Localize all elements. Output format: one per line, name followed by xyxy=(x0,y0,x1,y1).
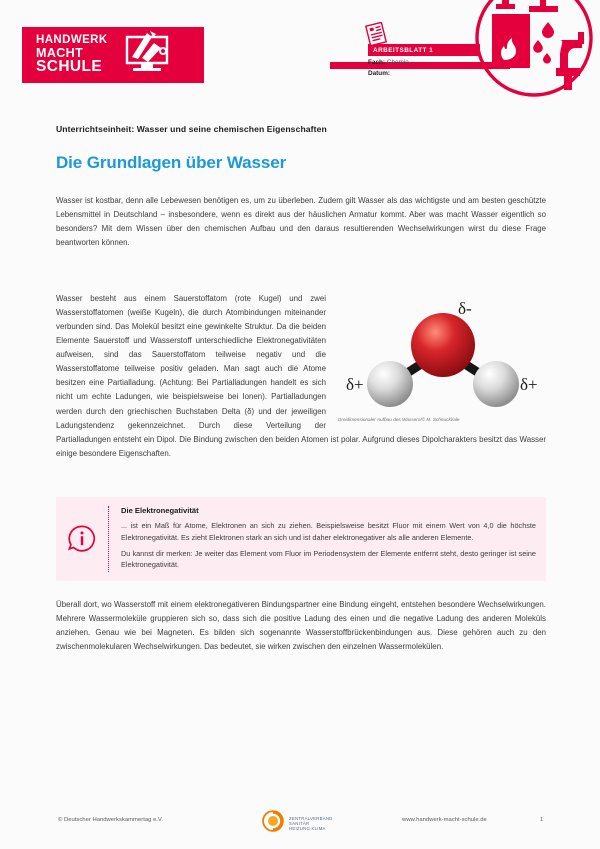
page-title: Die Grundlagen über Wasser xyxy=(56,153,287,173)
partner-logo-text xyxy=(289,816,333,832)
svg-text:δ+: δ+ xyxy=(520,375,538,394)
page-footer xyxy=(0,812,600,842)
figure-caption: Dreidimensionaler Aufbau des Wassers/© M. Schnuckl/ale xyxy=(338,417,460,422)
date-line xyxy=(368,70,518,77)
partner-line-2: SANITÄR xyxy=(289,820,310,826)
brand-logo-line3: SCHULE xyxy=(36,58,103,76)
info-box xyxy=(56,497,546,581)
worksheet-badge: ARBEITSBLATT 1 xyxy=(368,44,480,56)
subject-label: Fach: xyxy=(368,59,386,67)
water-molecule-image xyxy=(338,292,546,414)
brand-logo-line1: HANDWERK xyxy=(36,33,108,46)
info-box-body xyxy=(110,497,546,581)
brand-logo xyxy=(22,27,204,83)
brand-logo-line2: MACHT xyxy=(36,45,84,60)
partner-logo xyxy=(262,810,333,837)
date-label: Datum: xyxy=(368,69,391,77)
worksheet-meta xyxy=(368,44,518,77)
footer-copyright: © Deutscher Handwerkskammertag e.V. xyxy=(58,817,163,823)
info-paragraph-1: ... ist ein Maß für Atome, Elektronen an sich zu ziehen. Beispielsweise besitzt Fluor mit einem Wert von 4,0 die höchste Elektronegativität. Es zieht Elektronen stark an sich und ist daher elektronegativer als alle anderen Elemente. xyxy=(121,521,536,542)
screen-tools-icon xyxy=(117,31,173,80)
intro-paragraph: Wasser ist kostbar, denn alle Lebewesen benötigen es, um zu überleben. Zudem gilt Wasser als das wichtigste und am besten geschützte Lebensmittel in Deutschland – insbesondere, wenn es direkt aus der häuslichen Armatur kommt. Aber was macht Wasser eigentlich so besonders? Mit dem Wissen über den chemischen Aufbau und den daraus resultierenden Wechselwirkungen wirst du diese Frage beantworten können. xyxy=(56,196,546,248)
closing-paragraph: Überall dort, wo Wasserstoff mit einem elektronegativeren Bindungspartner eine Bindung eingeht, entstehen besondere Wechselwirkungen. Mehrere Wassermoleküle gruppieren sich so, dass sich die positive Ladung des einen und die negative Ladung des anderen Moleküls anziehen. Genau wie bei Magneten. Es bilden sich sogenannte Wasserstoffbrückenbindungen aus. Diese gehören auch zu den zwischenmolekularen Wechselwirkungen. Das bedeutet, sie wirken zwischen den einzelnen Wassermolekülen. xyxy=(56,600,546,652)
body-paragraph: Wasser besteht aus einem Sauerstoffatom (rote Kugel) und zwei Wasserstoffatomen (weiße Kugeln), die durch Atombindungen miteinander verbunden sind. Das Molekül besitzt eine gewinkelte Struktur. Da die beiden Elemente Sauerstoff und Wasserstoff unterschiedliche Elektronegativitäten aufweisen, sind das Sauerstoffatom teilweise negativ und die Wasserstoffatome teilweise positiv geladen. Man sagt auch die Atome besitzen eine Partialladung. (Achtung: Bei Partialladungen handelt es sich nicht um echte Ladungen, wie beispielsweise bei Ionen). Partialladungen werden durch den griechischen Buchstaben Delta (δ) und der jeweiligen Ladungstendenz gekennzeichnet. Durch diese Verteilung der Partialladungen entsteht ein Dipol. Die Bindung zwischen den beiden Atomen ist polar. Aufgrund dieses Dipolcharakters besitzt das Wasser einige besondere Eigenschaften. xyxy=(56,294,546,458)
partner-line-3: HEIZUNG KLIMA xyxy=(289,826,326,832)
unit-kicker: Unterrichtseinheit: Wasser und seine chemischen Eigenschaften xyxy=(56,124,327,134)
info-paragraph-2: Du kannst dir merken: Je weiter das Element vom Fluor im Periodensystem der Elemente entfernt steht, desto geringer ist seine Elektronegativität. xyxy=(121,548,536,570)
footer-page-number: 1 xyxy=(540,817,544,823)
worksheet-paper-icon xyxy=(363,22,389,51)
zvshk-ring-icon xyxy=(262,810,284,837)
subject-value: Chemie xyxy=(386,59,409,67)
info-box-text xyxy=(121,520,536,571)
brand-logo-text xyxy=(36,35,108,75)
partner-line-1: ZENTRALVERBAND xyxy=(289,815,333,821)
svg-text:δ-: δ- xyxy=(458,299,472,318)
page-header xyxy=(0,0,600,112)
info-speech-bubble-icon xyxy=(56,497,108,581)
molecule-figure xyxy=(338,292,546,422)
info-box-title: Die Elektronegativität xyxy=(121,506,199,515)
svg-text:δ+: δ+ xyxy=(346,375,364,394)
body-with-figure xyxy=(56,292,546,461)
subject-line xyxy=(368,59,518,66)
footer-url[interactable]: www.handwerk-macht-schule.de xyxy=(402,817,487,823)
